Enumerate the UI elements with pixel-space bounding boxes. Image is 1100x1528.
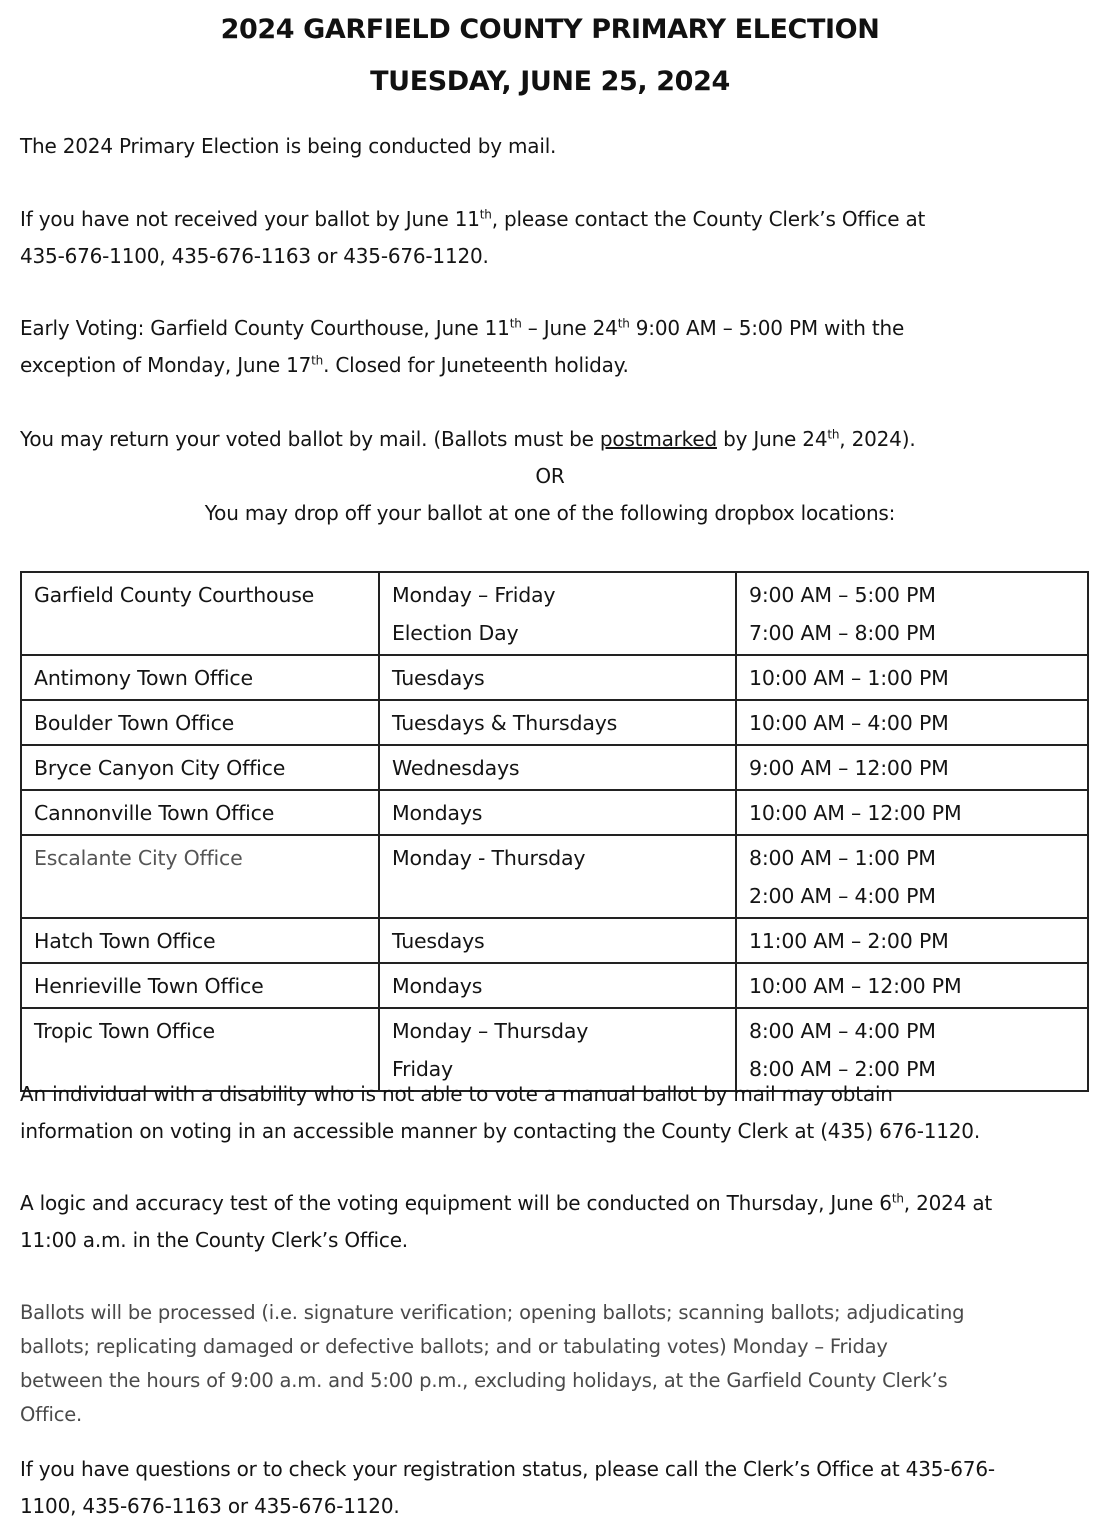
intro-paragraph: The 2024 Primary Election is being conducted by mail.	[20, 134, 557, 158]
location-cell	[21, 835, 379, 918]
early-voting-line1: Early Voting: Garfield County Courthouse, June 11th – June 24th 9:00 AM – 5:00 PM with the	[20, 316, 905, 340]
location-name: Henrieville Town Office	[34, 974, 264, 998]
location-cell	[21, 790, 379, 835]
table-row	[21, 700, 1088, 745]
questions-paragraph	[20, 1451, 1085, 1525]
location-name: Hatch Town Office	[34, 929, 216, 953]
ballot-contact-phones: 435-676-1100, 435-676-1163 or 435-676-1120.	[20, 244, 489, 268]
hours-entry: 8:00 AM – 1:00 PM	[749, 846, 936, 870]
logic-test-paragraph	[20, 1185, 1085, 1259]
days-entry: Monday - Thursday	[392, 846, 586, 870]
table-row	[21, 835, 1088, 918]
days-cell	[379, 655, 736, 700]
disability-line1: An individual with a disability who is not able to vote a manual ballot by mail may obtain	[20, 1082, 893, 1106]
location-name: Garfield County Courthouse	[34, 583, 315, 607]
hours-entry: 8:00 AM – 4:00 PM	[749, 1019, 936, 1043]
hours-entry: 2:00 AM – 4:00 PM	[749, 884, 936, 908]
location-cell	[21, 918, 379, 963]
table-row	[21, 918, 1088, 963]
or-separator: OR	[535, 464, 565, 488]
hours-entry: 10:00 AM – 4:00 PM	[749, 711, 949, 735]
hours-entry: 10:00 AM – 12:00 PM	[749, 801, 962, 825]
hours-entry: 9:00 AM – 12:00 PM	[749, 756, 949, 780]
hours-cell	[736, 700, 1088, 745]
days-cell	[379, 835, 736, 918]
processing-line3: between the hours of 9:00 a.m. and 5:00 p.m., excluding holidays, at the Garfield County Clerk’s	[20, 1369, 948, 1392]
questions-line2: 1100, 435-676-1163 or 435-676-1120.	[20, 1494, 400, 1518]
hours-cell	[736, 790, 1088, 835]
disability-paragraph	[20, 1076, 1085, 1150]
early-voting-paragraph	[20, 310, 1085, 384]
days-cell	[379, 745, 736, 790]
hours-entry: 8:00 AM – 2:00 PM	[749, 1057, 936, 1081]
logic-test-line1: A logic and accuracy test of the voting equipment will be conducted on Thursday, June 6th, 2024 at	[20, 1191, 993, 1215]
early-voting-line2: exception of Monday, June 17th. Closed for Juneteenth holiday.	[20, 353, 629, 377]
days-cell	[379, 700, 736, 745]
days-entry: Monday – Thursday	[392, 1019, 589, 1043]
days-entry: Mondays	[392, 974, 483, 998]
questions-line1: If you have questions or to check your registration status, please call the Clerk’s Office at 435-676-	[20, 1457, 995, 1481]
ballot-contact-paragraph	[20, 201, 1085, 275]
hours-entry: 7:00 AM – 8:00 PM	[749, 621, 936, 645]
postmarked-emphasis: postmarked	[599, 427, 717, 451]
hours-cell	[736, 918, 1088, 963]
hours-cell	[736, 963, 1088, 1008]
table-row	[21, 963, 1088, 1008]
dropoff-intro: You may drop off your ballot at one of the following dropbox locations:	[204, 501, 896, 525]
location-cell	[21, 655, 379, 700]
days-entry: Tuesdays	[392, 929, 485, 953]
dropbox-locations-table	[20, 571, 1089, 1092]
ballot-processing-paragraph	[20, 1296, 1085, 1432]
days-cell	[379, 572, 736, 655]
days-cell	[379, 963, 736, 1008]
location-cell	[21, 963, 379, 1008]
location-cell	[21, 572, 379, 655]
location-name: Antimony Town Office	[34, 666, 253, 690]
hours-cell	[736, 835, 1088, 918]
hours-cell	[736, 655, 1088, 700]
days-cell	[379, 790, 736, 835]
days-entry: Monday – Friday	[392, 583, 556, 607]
disability-line2: information on voting in an accessible manner by contacting the County Clerk at (435) 676-1120.	[20, 1119, 980, 1143]
days-entry: Mondays	[392, 801, 483, 825]
hours-entry: 9:00 AM – 5:00 PM	[749, 583, 936, 607]
days-entry: Tuesdays	[392, 666, 485, 690]
return-by-mail-paragraph: You may return your voted ballot by mail. (Ballots must be postmarked by June 24th, 2024).	[20, 427, 916, 451]
processing-line4: Office.	[20, 1403, 83, 1426]
hours-entry: 10:00 AM – 1:00 PM	[749, 666, 949, 690]
location-name: Bryce Canyon City Office	[34, 756, 286, 780]
location-cell	[21, 700, 379, 745]
table-row	[21, 745, 1088, 790]
location-name: Boulder Town Office	[34, 711, 235, 735]
processing-line2: ballots; replicating damaged or defective ballots; and or tabulating votes) Monday – Friday	[20, 1335, 888, 1358]
processing-line1: Ballots will be processed (i.e. signature verification; opening ballots; scanning ballots; adjudicating	[20, 1301, 965, 1324]
days-entry: Election Day	[392, 621, 519, 645]
logic-test-line2: 11:00 a.m. in the County Clerk’s Office.	[20, 1228, 408, 1252]
table-row	[21, 572, 1088, 655]
table-row	[21, 655, 1088, 700]
table-row	[21, 790, 1088, 835]
location-name: Tropic Town Office	[34, 1019, 215, 1043]
page-title: 2024 GARFIELD COUNTY PRIMARY ELECTION	[220, 14, 880, 45]
hours-entry: 11:00 AM – 2:00 PM	[749, 929, 949, 953]
hours-cell	[736, 745, 1088, 790]
ballot-contact-line1: If you have not received your ballot by June 11th, please contact the County Clerk’s Office at	[20, 207, 926, 231]
days-entry: Tuesdays & Thursdays	[392, 711, 618, 735]
days-cell	[379, 918, 736, 963]
hours-entry: 10:00 AM – 12:00 PM	[749, 974, 962, 998]
election-date-heading: TUESDAY, JUNE 25, 2024	[370, 66, 730, 97]
days-entry: Wednesdays	[392, 756, 520, 780]
hours-cell	[736, 572, 1088, 655]
location-name: Cannonville Town Office	[34, 801, 275, 825]
days-entry: Friday	[392, 1057, 453, 1081]
location-name: Escalante City Office	[34, 846, 243, 870]
location-cell	[21, 745, 379, 790]
